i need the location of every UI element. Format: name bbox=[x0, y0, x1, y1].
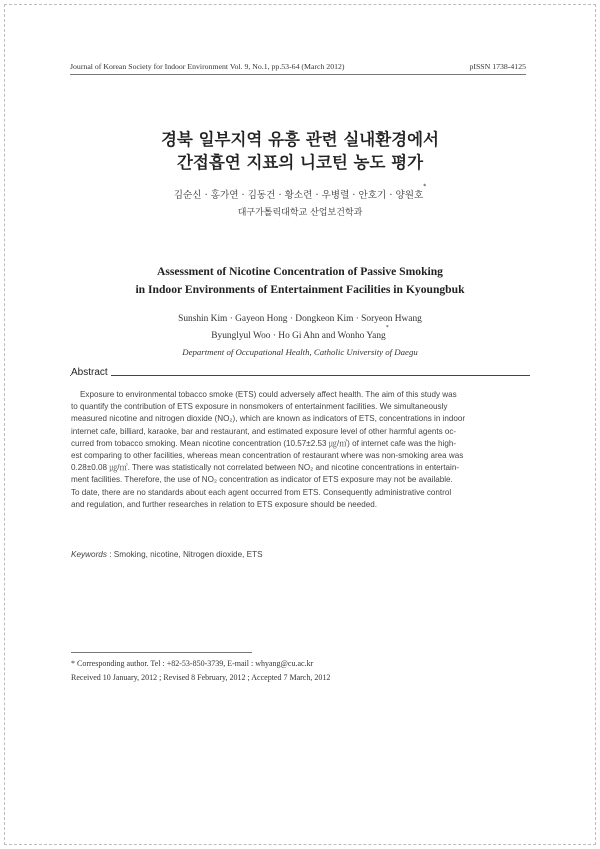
korean-authors bbox=[0, 183, 600, 201]
received-dates-footnote: Received 10 January, 2012 ; Revised 8 February, 2012 ; Accepted 7 March, 2012 bbox=[71, 673, 331, 682]
korean-title-line-2: 간접흡연 지표의 니코틴 농도 평가 bbox=[176, 153, 424, 172]
english-authors bbox=[0, 311, 600, 345]
abstract-rule bbox=[70, 375, 530, 376]
english-corresponding-mark: * bbox=[385, 325, 389, 331]
abstract-line: to quantify the contribution of ETS exposure in nonsmokers of entertainment facilities. We simultaneously bbox=[71, 402, 448, 412]
keywords-text: Smoking, nicotine, Nitrogen dioxide, ETS bbox=[113, 550, 263, 559]
abstract-line: internet cafe, billiard, karaoke, bar and restaurant, and estimated exposure level of other harmful agents oc- bbox=[71, 426, 457, 436]
korean-title bbox=[0, 128, 600, 174]
keywords-separator: : bbox=[106, 550, 114, 559]
english-authors-line-1: Sunshin Kim · Gayeon Hong · Dongkeon Kim · Soryeon Hwang bbox=[178, 314, 422, 324]
abstract-line: and regulation, and further researches in relation to ETS exposure should be needed. bbox=[71, 499, 377, 509]
keywords-label: Keywords bbox=[71, 550, 107, 559]
header-rule bbox=[70, 74, 526, 75]
english-title-line-1: Assessment of Nicotine Concentration of Passive Smoking bbox=[157, 265, 443, 278]
english-affiliation: Department of Occupational Health, Catholic University of Daegu bbox=[182, 347, 418, 357]
abstract-line: 0.28±0.08 ㎍/㎥. There was statistically not correlated between NO₂ and nicotine concentrations in entertain- bbox=[71, 463, 460, 473]
abstract-line: est comparing to other facilities, whereas mean concentration of restaurant where was non-smoking area was bbox=[71, 451, 464, 461]
abstract-body bbox=[71, 389, 530, 511]
abstract-line: To date, there are no standards about each agent occurred from ETS. Consequently administrative control bbox=[71, 487, 452, 497]
corresponding-author-footnote: * Corresponding author. Tel : +82-53-850-3739, E-mail : whyang@cu.ac.kr bbox=[71, 659, 314, 668]
abstract-heading: Abstract bbox=[71, 367, 111, 378]
korean-title-line-1: 경북 일부지역 유흥 관련 실내환경에서 bbox=[160, 130, 439, 149]
english-authors-line-2-text: Byunglyul Woo · Ho Gi Ahn and Wonho Yang bbox=[211, 331, 386, 341]
footnote-rule bbox=[71, 652, 252, 653]
korean-affiliation: 대구가톨릭대학교 산업보건학과 bbox=[237, 208, 363, 218]
english-authors-line-2 bbox=[0, 325, 600, 345]
korean-author-names: 김순신 · 홍가연 · 김동건 · 황소련 · 우병렬 · 안호기 · 양원호 bbox=[173, 190, 424, 201]
english-title bbox=[0, 263, 600, 299]
keywords bbox=[71, 550, 263, 559]
abstract-line: ment facilities. Therefore, the use of NO₂ concentration as indicator of ETS exposure may not be available. bbox=[71, 475, 453, 485]
abstract-line: curred from tobacco smoking. Mean nicotine concentration (10.57±2.53 ㎍/㎥) of internet cafe was the high- bbox=[71, 438, 457, 448]
issn: pISSN 1738-4125 bbox=[469, 62, 526, 71]
corresponding-mark: * bbox=[423, 183, 427, 190]
running-header bbox=[70, 62, 526, 71]
abstract-line: Exposure to environmental tobacco smoke (ETS) could adversely affect health. The aim of this study was bbox=[80, 390, 457, 399]
abstract-line: measured nicotine and nitrogen dioxide (NO₂), which are known as indicators of ETS, concentrations in indoor bbox=[71, 414, 466, 424]
english-title-line-2: in Indoor Environments of Entertainment Facilities in Kyoungbuk bbox=[135, 283, 465, 296]
journal-citation: Journal of Korean Society for Indoor Environment Vol. 9, No.1, pp.53-64 (March 2012) bbox=[70, 62, 345, 71]
